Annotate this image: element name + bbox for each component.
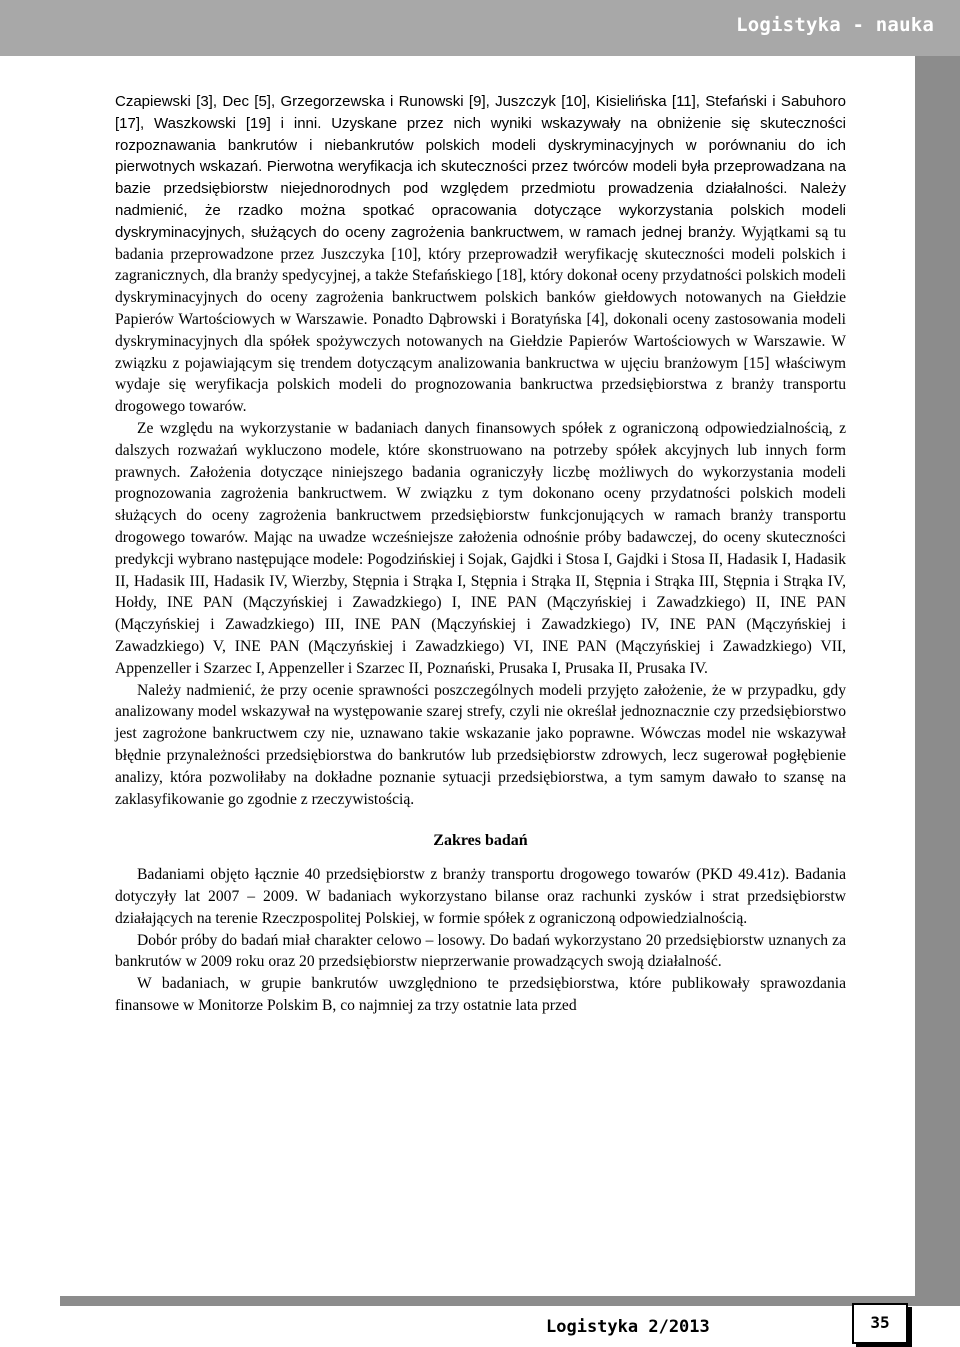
footer-band [0,1306,960,1347]
header-bar [0,0,960,56]
paragraph-literature-review-part-a: Czapiewski [3], Dec [5], Grzegorzewska i Runowski [9], Juszczyk [10], Kisielińska [11], Stefański i Sabuhoro [17], Waszkowski [19] i inni. Uzyskane przez nich wyniki wskazywały na obniżenie się skuteczności rozpoznawania bankrutów i niebankrutów polskich modeli dyskryminacyjnych w porównaniu do ich pierwotnych wskazań. Pierwotna weryfikacja ich skuteczności przez twórców modeli była przeprowadzana na bazie przedsiębiorstw niejednorodnych pod względem przedmiotu prowadzenia działalności. Należy nadmienić, że rzadko można spotkać opracowania dotyczące wykorzystania polskich modeli dyskryminacyjnych, służących do oceny zagrożenia bankructwem, w ramach jednej branży. [115,93,846,241]
page-sheet [0,56,915,1296]
footer-journal-issue: Logistyka 2/2013 [546,1317,710,1337]
paragraph-grey-zone-assumption: Należy nadmienić, że przy ocenie sprawności poszczególnych modeli przyjęto założenie, że w przypadku, gdy analizowany model wskazywał na występowanie szarej strefy, czyli nie określał jednoznacznie czy przedsiębiorstwo jest zagrożone bankructwem czy nie, uznawano takie wskazanie jako poprawne. Wówczas model nie wskazywał błędnie przynależności przedsiębiorstwa do bankrutów lub przedsiębiorstw zdrowych, lecz sugerował pogłębienie analizy, która pozwoliłaby na dokładne poznanie sytuacji przedsiębiorstwa, a tym samym dawało to szansę na zaklasyfikowanie go zgodnie z rzeczywistością. [115,681,846,808]
page-shadow-right [915,56,960,1296]
page-number-box [852,1303,908,1344]
article-body [115,91,846,1017]
paragraph-sample: Dobór próby do badań miał charakter celowo – losowy. Do badań wykorzystano 20 przedsiębiorstw uznanych za bankrutów w 2009 roku oraz 20 przedsiębiorstw nieprzerwanie prowadzących swoją działalność. [115,931,846,971]
paragraph-model-selection: Ze względu na wykorzystanie w badaniach danych finansowych spółek z ograniczoną odpowiedzialnością, z dalszych rozważań wykluczono modele, które skonstruowano na potrzeby spółek akcyjnych lub innych form prawnych. Założenia dotyczące niniejszego badania ograniczyły liczbę możliwych do wykorzystania modeli prognozowania zagrożenia bankructwem. W związku z tym dokonano oceny przydatności polskich modeli służących do oceny zagrożenia bankructwem przedsiębiorstw funkcjonujących w ramach branży transportu drogowego towarów. Mając na uwadze wcześniejsze założenia odnośnie próby badawczej, do oceny skuteczności predykcji wybrano następujące modele: Pogodzińskiej i Sojak, Gajdki i Stosa I, Gajdki i Stosa II, Hadasik I, Hadasik II, Hadasik III, Hadasik IV, Wierzby, Stępnia i Strąka I, Stępnia i Strąka II, Stępnia i Strąka III, Stępnia i Strąka IV, Hołdy, INE PAN (Mączyńskiej i Zawadzkiego) I, INE PAN (Mączyńskiej i Zawadzkiego) II, INE PAN (Mączyńskiej i Zawadzkiego) III, INE PAN (Mączyńskiej i Zawadzkiego) IV, INE PAN (Mączyńskiej i Zawadzkiego) V, INE PAN (Mączyńskiej i Zawadzkiego) VI, INE PAN (Mączyńskiej i Zawadzkiego) VII, Appenzeller i Szarzec I, Appenzeller i Szarzec II, Poznański, Prusaka I, Prusaka II, Prusaka IV. [115,419,846,677]
page-shadow-bottom [60,1296,960,1306]
paragraph-literature-review [115,91,846,418]
paragraph-bankrupt-group: W badaniach, w grupie bankrutów uwzględniono te przedsiębiorstwa, które publikowały sprawozdania finansowe w Monitorze Polskim B, co najmniej za trzy ostatnie lata przed [115,975,846,1015]
page-number: 35 [870,1313,890,1332]
paragraph-scope: Badaniami objęto łącznie 40 przedsiębiorstw z branży transportu drogowego towarów (PKD 49.41z). Badania dotyczyły lat 2007 – 2009. W badaniach wykorzystano bilanse oraz rachunki zysków i strat przedsiębiorstw działających na terenie Rzeczpospolitej Polskiej, w formie spółek z ograniczoną odpowiedzialnością. [115,866,846,927]
section-heading: Zakres badań [433,832,528,850]
running-header-title: Logistyka - nauka [736,14,934,36]
paragraph-literature-review-part-b: Wyjątkami są tu badania przeprowadzone przez Juszczyka [10], który przeprowadził weryfikację skuteczności modeli polskich i zagranicznych, dla branży spedycyjnej, a także Stefańskiego [18], który dokonał oceny przydatności polskich modeli dyskryminacyjnych do oceny zagrożenia bankructwem polskich banków giełdowych notowanych na Giełdzie Papierów Wartościowych w Warszawie. Ponadto Dąbrowski i Boratyńska [4], dokonali oceny zastosowania modeli dyskryminacyjnych dla spółek spożywczych notowanych na Giełdzie Papierów Wartościowych w Warszawie. W związku z pojawiającym się trendem dotyczącym analizowania bankructwa w ujęciu branżowym [15] właściwym wydaje się weryfikacja polskich modeli do prognozowania bankructwa przedsiębiorstwa z branży transportu drogowego towarów. [115,223,846,416]
